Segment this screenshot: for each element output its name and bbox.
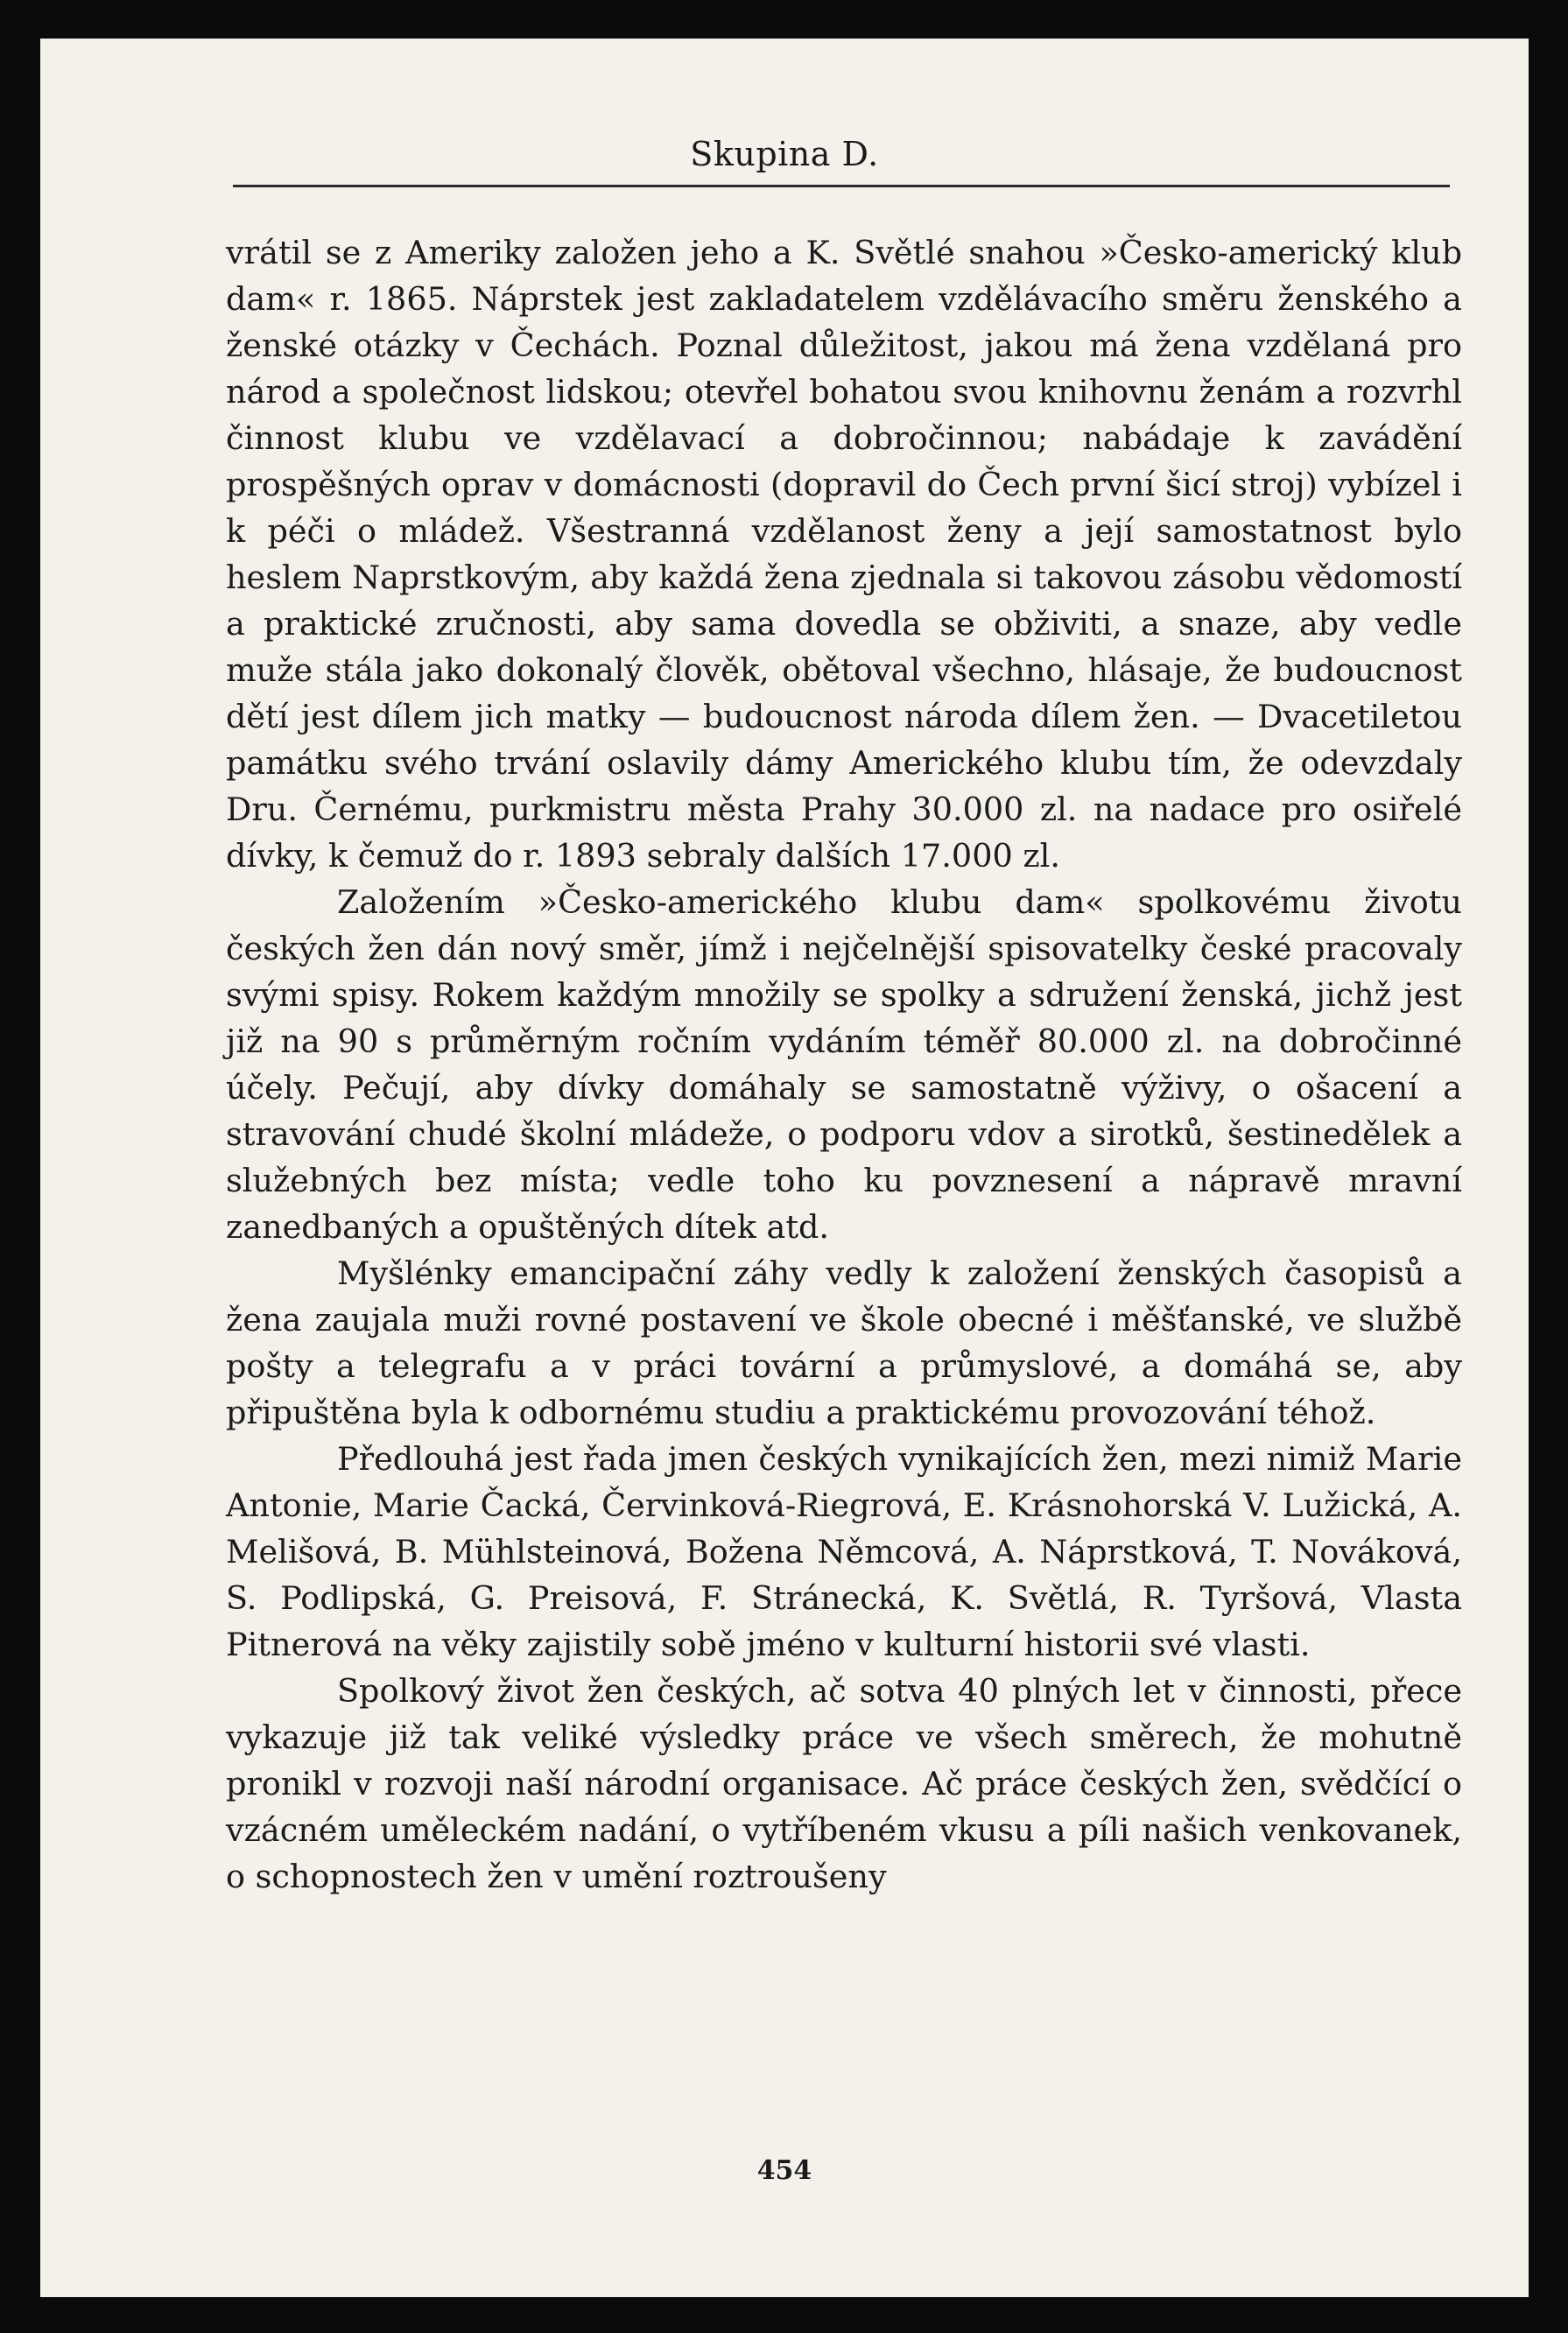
body-text (226, 229, 1462, 1900)
paragraph-2: Založením »Česko-amerického klubu dam« spolkovému životu českých žen dán nový směr, jímž i nejčelnější spisovatelky české pracovaly svými spisy. Rokem každým množily se spolky a sdružení ženská, jichž jest již na 90 s průměrným ročním vydáním téměř 80.000 zl. na dobročinné účely. Pečují, aby dívky domáhaly se samostatně výživy, o ošacení a stravování chudé školní mládeže, o podporu vdov a sirotků, šestinedělek a služebných bez místa; vedle toho ku povznesení a nápravě mravní zanedbaných a opuštěných dítek atd. (226, 883, 1462, 1246)
page-number: 454 (756, 2155, 812, 2186)
book-page (40, 39, 1529, 2297)
paragraph-3: Myšlénky emancipační záhy vedly k založení ženských časopisů a žena zaujala muži rovné postavení ve škole obecné i měšťanské, ve službě pošty a telegrafu a v práci tovární a průmyslové, a domáhá se, aby připuštěna byla k odbornému studiu a praktickému provozování téhož. (226, 1254, 1462, 1431)
paragraph-1: vrátil se z Ameriky založen jeho a K. Světlé snahou »Česko-americký klub dam« r. 1865. Náprstek jest zakladatelem vzdělávacího směru ženského a ženské otázky v Čechách. Poznal důležitost, jakou má žena vzdělaná pro národ a společnost lidskou; otevřel bohatou svou knihovnu ženám a rozvrhl činnost klubu ve vzdělavací a dobročinnou; nabádaje k zavádění prospěšných oprav v domácnosti (dopravil do Čech první šicí stroj) vybízel i k péči o mládež. Všestranná vzdělanost ženy a její samostatnost bylo heslem Naprstkovým, aby každá žena zjednala si takovou zásobu vědomostí a praktické zručnosti, aby sama dovedla se obživiti, a snaze, aby vedle muže stála jako dokonalý člověk, obětoval všechno, hlásaje, že budoucnost dětí jest dílem jich matky — budoucnost národa dílem žen. — Dvacetiletou památku svého trvání oslavily dámy Amerického klubu tím, že odevzdaly Dru. Černému, purkmistru města Prahy 30.000 zl. na nadace pro osiřelé dívky, k čemuž do r. 1893 sebraly dalších 17.000 zl. (226, 234, 1462, 875)
paragraph-4: Předlouhá jest řada jmen českých vynikajících žen, mezi nimiž Marie Antonie, Marie Čacká, Červinková-Riegrová, E. Krásnohorská V. Lužická, A. Melišová, B. Mühlsteinová, Božena Němcová, A. Náprstková, T. Nováková, S. Podlipská, G. Preisová, F. Stránecká, K. Světlá, R. Tyršová, Vlasta Pitnerová na věky zajistily sobě jméno v kulturní historii své vlasti. (226, 1440, 1462, 1663)
header-rule (233, 185, 1450, 187)
running-header: Skupina D. (690, 135, 879, 173)
paragraph-5: Spolkový život žen českých, ač sotva 40 plných let v činnosti, přece vykazuje již tak veliké výsledky práce ve všech směrech, že mohutně pronikl v rozvoji naší národní organisace. Ač práce českých žen, svědčící o vzácném uměleckém nadání, o vytříbeném vkusu a píli našich venkovanek, o schopnostech žen v umění roztroušeny (226, 1672, 1462, 1895)
